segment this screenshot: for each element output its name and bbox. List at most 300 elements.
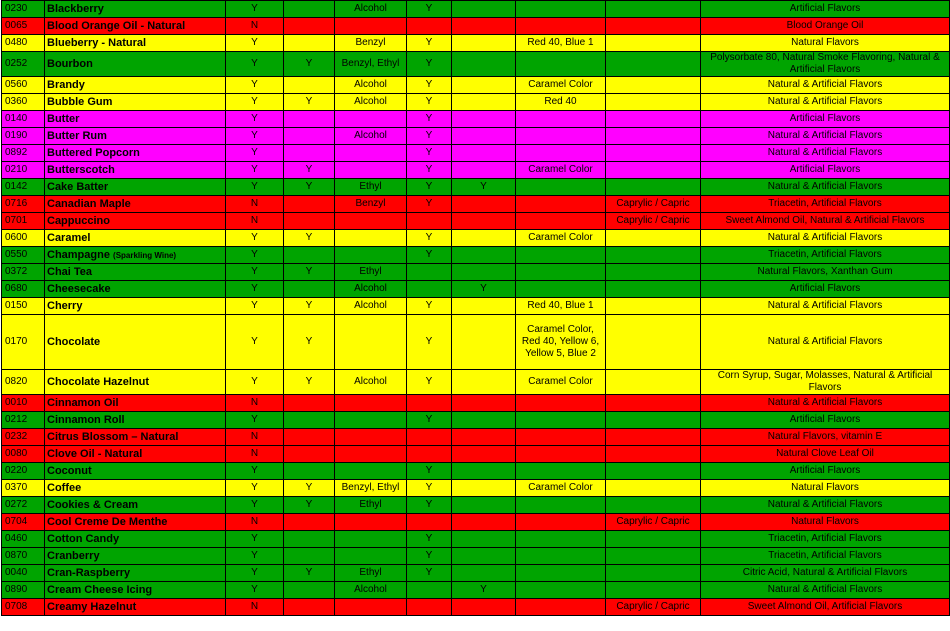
table-row [2, 230, 950, 247]
flag-4-cell [407, 18, 452, 35]
alcohol-type-cell [335, 446, 407, 463]
ingredients: Sweet Almond Oil, Natural & Artificial Flavors [725, 215, 925, 226]
table-row [2, 370, 950, 395]
natural-flag: Y [251, 567, 258, 578]
color-additives-cell [516, 514, 606, 531]
natural-flag: Y [251, 37, 258, 48]
ingredients-cell [701, 429, 950, 446]
flag-2: Y [305, 336, 313, 347]
color-additives-cell [516, 582, 606, 599]
product-code-cell [2, 315, 45, 370]
flag-2-cell [284, 77, 335, 94]
table-row [2, 315, 950, 370]
flavor-table [1, 0, 950, 616]
oil-base-cell [606, 128, 701, 145]
flag-4-cell [407, 582, 452, 599]
product-code: 0232 [5, 431, 28, 442]
flavor-name: Coffee [47, 482, 82, 494]
oil-base-cell [606, 548, 701, 565]
color-additives-cell [516, 395, 606, 412]
product-code-cell [2, 128, 45, 145]
alcohol-type: Ethyl [359, 181, 382, 192]
color-additives: Red 40, Blue 1 [527, 37, 594, 48]
flag-2-cell [284, 162, 335, 179]
table-row [2, 94, 950, 111]
flavor-name-cell [45, 264, 226, 281]
oil-base-cell [606, 497, 701, 514]
alcohol-type-cell [335, 196, 407, 213]
flag-5-cell [452, 298, 516, 315]
color-additives-cell [516, 196, 606, 213]
oil-base-cell [606, 565, 701, 582]
alcohol-type: Ethyl [359, 567, 382, 578]
color-additives: Caramel Color, Red 40, Yellow 6, Yellow 5, Blue 2 [521, 324, 600, 359]
natural-flag: Y [251, 113, 258, 124]
product-code-cell [2, 497, 45, 514]
color-additives: Caramel Color [528, 482, 593, 493]
oil-base-cell [606, 247, 701, 264]
natural-flag: N [250, 601, 259, 612]
flag-2-cell [284, 52, 335, 77]
color-additives-cell [516, 463, 606, 480]
flag-4-cell [407, 480, 452, 497]
product-code: 0460 [5, 533, 28, 544]
flag-4-cell [407, 429, 452, 446]
product-code-cell [2, 429, 45, 446]
alcohol-type-cell [335, 94, 407, 111]
natural-flag-cell [226, 162, 284, 179]
flavor-name-cell [45, 565, 226, 582]
product-code: 0372 [5, 266, 28, 277]
color-additives-cell [516, 298, 606, 315]
product-code: 0080 [5, 448, 28, 459]
ingredients-cell [701, 412, 950, 429]
ingredients-cell [701, 128, 950, 145]
flag-2: Y [305, 482, 313, 493]
natural-flag: Y [251, 164, 258, 175]
natural-flag-cell [226, 179, 284, 196]
natural-flag-cell [226, 480, 284, 497]
natural-flag: Y [251, 499, 258, 510]
flavor-name: Cream Cheese Icing [47, 584, 153, 596]
flag-4: Y [425, 414, 433, 425]
color-additives-cell [516, 429, 606, 446]
ingredients: Triacetin, Artificial Flavors [768, 198, 882, 209]
natural-flag-cell [226, 370, 284, 395]
oil-base-cell [606, 1, 701, 18]
natural-flag: N [250, 215, 259, 226]
natural-flag: Y [251, 533, 258, 544]
product-code-cell [2, 94, 45, 111]
flag-4-cell [407, 247, 452, 264]
product-code-cell [2, 213, 45, 230]
flag-4: Y [425, 232, 433, 243]
natural-flag-cell [226, 565, 284, 582]
flag-5-cell [452, 497, 516, 514]
color-additives-cell [516, 213, 606, 230]
oil-base-cell [606, 35, 701, 52]
flag-5-cell [452, 514, 516, 531]
flag-5-cell [452, 480, 516, 497]
flavor-name-cell [45, 370, 226, 395]
flavor-name: Cookies & Cream [47, 499, 139, 511]
flavor-name-cell [45, 446, 226, 463]
natural-flag: Y [251, 283, 258, 294]
flag-2: Y [305, 164, 313, 175]
oil-base-cell [606, 315, 701, 370]
flavor-name-cell [45, 1, 226, 18]
natural-flag: Y [251, 482, 258, 493]
product-code: 0140 [5, 113, 28, 124]
flag-2-cell [284, 179, 335, 196]
natural-flag-cell [226, 128, 284, 145]
natural-flag: Y [251, 130, 258, 141]
flag-5-cell [452, 599, 516, 616]
flavor-name-cell [45, 77, 226, 94]
product-code: 0252 [5, 58, 28, 69]
alcohol-type-cell [335, 412, 407, 429]
flag-5-cell [452, 196, 516, 213]
flag-4-cell [407, 395, 452, 412]
product-code-cell [2, 179, 45, 196]
ingredients: Natural Flavors [791, 516, 859, 527]
natural-flag: Y [251, 147, 258, 158]
ingredients-cell [701, 18, 950, 35]
natural-flag-cell [226, 52, 284, 77]
product-code: 0190 [5, 130, 28, 141]
natural-flag-cell [226, 94, 284, 111]
flag-5-cell [452, 395, 516, 412]
product-code: 0150 [5, 300, 28, 311]
natural-flag-cell [226, 497, 284, 514]
color-additives-cell [516, 111, 606, 128]
flag-5-cell [452, 230, 516, 247]
oil-base-cell [606, 298, 701, 315]
flag-5-cell [452, 145, 516, 162]
flag-5-cell [452, 52, 516, 77]
table-row [2, 18, 950, 35]
flag-2-cell [284, 128, 335, 145]
flag-2-cell [284, 315, 335, 370]
ingredients-cell [701, 145, 950, 162]
flavor-name-cell [45, 315, 226, 370]
alcohol-type-cell [335, 599, 407, 616]
alcohol-type-cell [335, 548, 407, 565]
product-code-cell [2, 480, 45, 497]
flag-5-cell [452, 463, 516, 480]
table-row [2, 111, 950, 128]
oil-base-cell [606, 196, 701, 213]
color-additives-cell [516, 162, 606, 179]
flag-4-cell [407, 94, 452, 111]
product-code: 0708 [5, 601, 28, 612]
flavor-name: Buttered Popcorn [47, 147, 140, 159]
product-code-cell [2, 531, 45, 548]
product-code: 0370 [5, 482, 28, 493]
oil-base-cell [606, 446, 701, 463]
flavor-name-cell [45, 213, 226, 230]
alcohol-type-cell [335, 565, 407, 582]
flag-5-cell [452, 162, 516, 179]
flag-2-cell [284, 298, 335, 315]
ingredients-cell [701, 497, 950, 514]
table-row [2, 77, 950, 94]
flavor-name: Bubble Gum [47, 96, 113, 108]
natural-flag-cell [226, 1, 284, 18]
table-row [2, 162, 950, 179]
oil-base: Caprylic / Capric [616, 198, 690, 209]
flag-4-cell [407, 264, 452, 281]
ingredients-cell [701, 395, 950, 412]
natural-flag-cell [226, 145, 284, 162]
flavor-name: Blood Orange Oil - Natural [47, 20, 186, 32]
table-row [2, 281, 950, 298]
natural-flag: N [250, 448, 259, 459]
oil-base-cell [606, 281, 701, 298]
oil-base-cell [606, 179, 701, 196]
table-row [2, 599, 950, 616]
alcohol-type-cell [335, 298, 407, 315]
product-code-cell [2, 395, 45, 412]
alcohol-type-cell [335, 128, 407, 145]
flag-4-cell [407, 463, 452, 480]
oil-base-cell [606, 145, 701, 162]
natural-flag-cell [226, 395, 284, 412]
flag-2-cell [284, 94, 335, 111]
oil-base-cell [606, 213, 701, 230]
natural-flag: Y [251, 414, 258, 425]
flavor-name: Citrus Blossom – Natural [47, 431, 179, 443]
flavor-name-cell [45, 35, 226, 52]
flag-2: Y [305, 266, 313, 277]
ingredients-cell [701, 582, 950, 599]
ingredients-cell [701, 298, 950, 315]
flag-2: Y [305, 58, 313, 69]
flag-2-cell [284, 145, 335, 162]
flavor-name-cell [45, 247, 226, 264]
product-code: 0212 [5, 414, 28, 425]
product-code-cell [2, 446, 45, 463]
natural-flag-cell [226, 548, 284, 565]
alcohol-type: Alcohol [354, 96, 387, 107]
flag-5-cell [452, 315, 516, 370]
flavor-name-cell [45, 18, 226, 35]
natural-flag-cell [226, 463, 284, 480]
natural-flag: Y [251, 266, 258, 277]
flavor-name: Cool Creme De Menthe [47, 516, 168, 528]
ingredients-cell [701, 52, 950, 77]
alcohol-type: Benzyl [355, 37, 386, 48]
alcohol-type-cell [335, 213, 407, 230]
flag-5-cell [452, 446, 516, 463]
oil-base-cell [606, 77, 701, 94]
flag-4-cell [407, 446, 452, 463]
flavor-name-cell [45, 412, 226, 429]
flag-4: Y [425, 58, 433, 69]
flag-4: Y [425, 37, 433, 48]
flag-4-cell [407, 315, 452, 370]
flavor-name: Coconut [47, 465, 92, 477]
flavor-name-cell [45, 514, 226, 531]
flag-4-cell [407, 514, 452, 531]
flag-2: Y [305, 300, 313, 311]
natural-flag-cell [226, 196, 284, 213]
oil-base: Caprylic / Capric [616, 601, 690, 612]
flag-4-cell [407, 497, 452, 514]
alcohol-type-cell [335, 497, 407, 514]
ingredients: Natural & Artificial Flavors [767, 584, 883, 595]
table-row [2, 1, 950, 18]
ingredients-cell [701, 514, 950, 531]
flag-4-cell [407, 412, 452, 429]
flag-5-cell [452, 35, 516, 52]
oil-base-cell [606, 94, 701, 111]
flavor-name-cell [45, 531, 226, 548]
alcohol-type-cell [335, 315, 407, 370]
alcohol-type: Ethyl [359, 499, 382, 510]
flavor-name: Cake Batter [47, 181, 109, 193]
oil-base-cell [606, 531, 701, 548]
flag-2: Y [305, 96, 313, 107]
flavor-name-cell [45, 582, 226, 599]
natural-flag: Y [251, 181, 258, 192]
flavor-name-cell [45, 111, 226, 128]
product-code: 0560 [5, 79, 28, 90]
flavor-name: Brandy [47, 79, 85, 91]
flag-4: Y [425, 499, 433, 510]
color-additives-cell [516, 446, 606, 463]
ingredients: Artificial Flavors [789, 164, 861, 175]
flag-4: Y [425, 482, 433, 493]
flavor-name-cell [45, 128, 226, 145]
product-code: 0220 [5, 465, 28, 476]
color-additives-cell [516, 370, 606, 395]
ingredients: Sweet Almond Oil, Artificial Flavors [747, 601, 903, 612]
oil-base-cell [606, 52, 701, 77]
alcohol-type-cell [335, 247, 407, 264]
flag-2-cell [284, 531, 335, 548]
alcohol-type-cell [335, 145, 407, 162]
ingredients: Artificial Flavors [789, 113, 861, 124]
color-additives: Caramel Color [528, 164, 593, 175]
ingredients-cell [701, 230, 950, 247]
flag-2-cell [284, 514, 335, 531]
flavor-name-cell [45, 179, 226, 196]
flavor-name: Butter Rum [47, 130, 107, 142]
ingredients: Natural & Artificial Flavors [767, 499, 883, 510]
flag-4: Y [425, 181, 433, 192]
oil-base-cell [606, 230, 701, 247]
natural-flag: Y [251, 465, 258, 476]
alcohol-type-cell [335, 463, 407, 480]
alcohol-type-cell [335, 429, 407, 446]
flag-5-cell [452, 264, 516, 281]
natural-flag-cell [226, 531, 284, 548]
flag-5-cell [452, 94, 516, 111]
natural-flag: Y [251, 584, 258, 595]
color-additives-cell [516, 18, 606, 35]
product-code-cell [2, 582, 45, 599]
ingredients-cell [701, 77, 950, 94]
flag-4: Y [425, 249, 433, 260]
ingredients-cell [701, 463, 950, 480]
color-additives-cell [516, 264, 606, 281]
color-additives-cell [516, 548, 606, 565]
product-code: 0820 [5, 376, 28, 387]
color-additives-cell [516, 565, 606, 582]
natural-flag: N [250, 20, 259, 31]
alcohol-type: Alcohol [354, 300, 387, 311]
product-code-cell [2, 370, 45, 395]
flavor-name: Chai Tea [47, 266, 93, 278]
ingredients-cell [701, 162, 950, 179]
flag-5-cell [452, 213, 516, 230]
flag-4: Y [425, 164, 433, 175]
color-additives-cell [516, 77, 606, 94]
natural-flag: N [250, 397, 259, 408]
ingredients-cell [701, 531, 950, 548]
table-row [2, 463, 950, 480]
flag-2-cell [284, 412, 335, 429]
alcohol-type: Alcohol [354, 283, 387, 294]
flag-4-cell [407, 298, 452, 315]
table-row [2, 497, 950, 514]
product-code-cell [2, 196, 45, 213]
natural-flag-cell [226, 412, 284, 429]
product-code-cell [2, 230, 45, 247]
oil-base-cell [606, 395, 701, 412]
product-code-cell [2, 111, 45, 128]
natural-flag-cell [226, 446, 284, 463]
flavor-name: Bourbon [47, 58, 93, 70]
ingredients-cell [701, 565, 950, 582]
natural-flag: N [250, 198, 259, 209]
flag-5-cell [452, 111, 516, 128]
flavor-name-cell [45, 548, 226, 565]
product-code: 0600 [5, 232, 28, 243]
color-additives: Caramel Color [528, 376, 593, 387]
oil-base-cell [606, 582, 701, 599]
alcohol-type-cell [335, 52, 407, 77]
flavor-name: Butterscotch [47, 164, 115, 176]
color-additives-cell [516, 531, 606, 548]
oil-base-cell [606, 599, 701, 616]
flavor-name: Blueberry - Natural [47, 37, 147, 49]
ingredients: Natural Flavors [791, 482, 859, 493]
alcohol-type-cell [335, 264, 407, 281]
table-row [2, 565, 950, 582]
flag-4-cell [407, 196, 452, 213]
table-row [2, 247, 950, 264]
ingredients: Natural & Artificial Flavors [767, 300, 883, 311]
flag-5: Y [480, 584, 487, 595]
color-additives: Red 40, Blue 1 [527, 300, 594, 311]
color-additives-cell [516, 247, 606, 264]
alcohol-type: Alcohol [354, 584, 387, 595]
alcohol-type-cell [335, 230, 407, 247]
alcohol-type: Alcohol [354, 376, 387, 387]
ingredients: Artificial Flavors [789, 3, 861, 14]
ingredients: Citric Acid, Natural & Artificial Flavors [742, 567, 908, 578]
product-code-cell [2, 18, 45, 35]
flag-2-cell [284, 196, 335, 213]
flag-2-cell [284, 18, 335, 35]
natural-flag-cell [226, 230, 284, 247]
color-additives: Red 40 [544, 96, 577, 107]
ingredients: Natural & Artificial Flavors [767, 232, 883, 243]
flavor-name-cell [45, 480, 226, 497]
product-code-cell [2, 463, 45, 480]
